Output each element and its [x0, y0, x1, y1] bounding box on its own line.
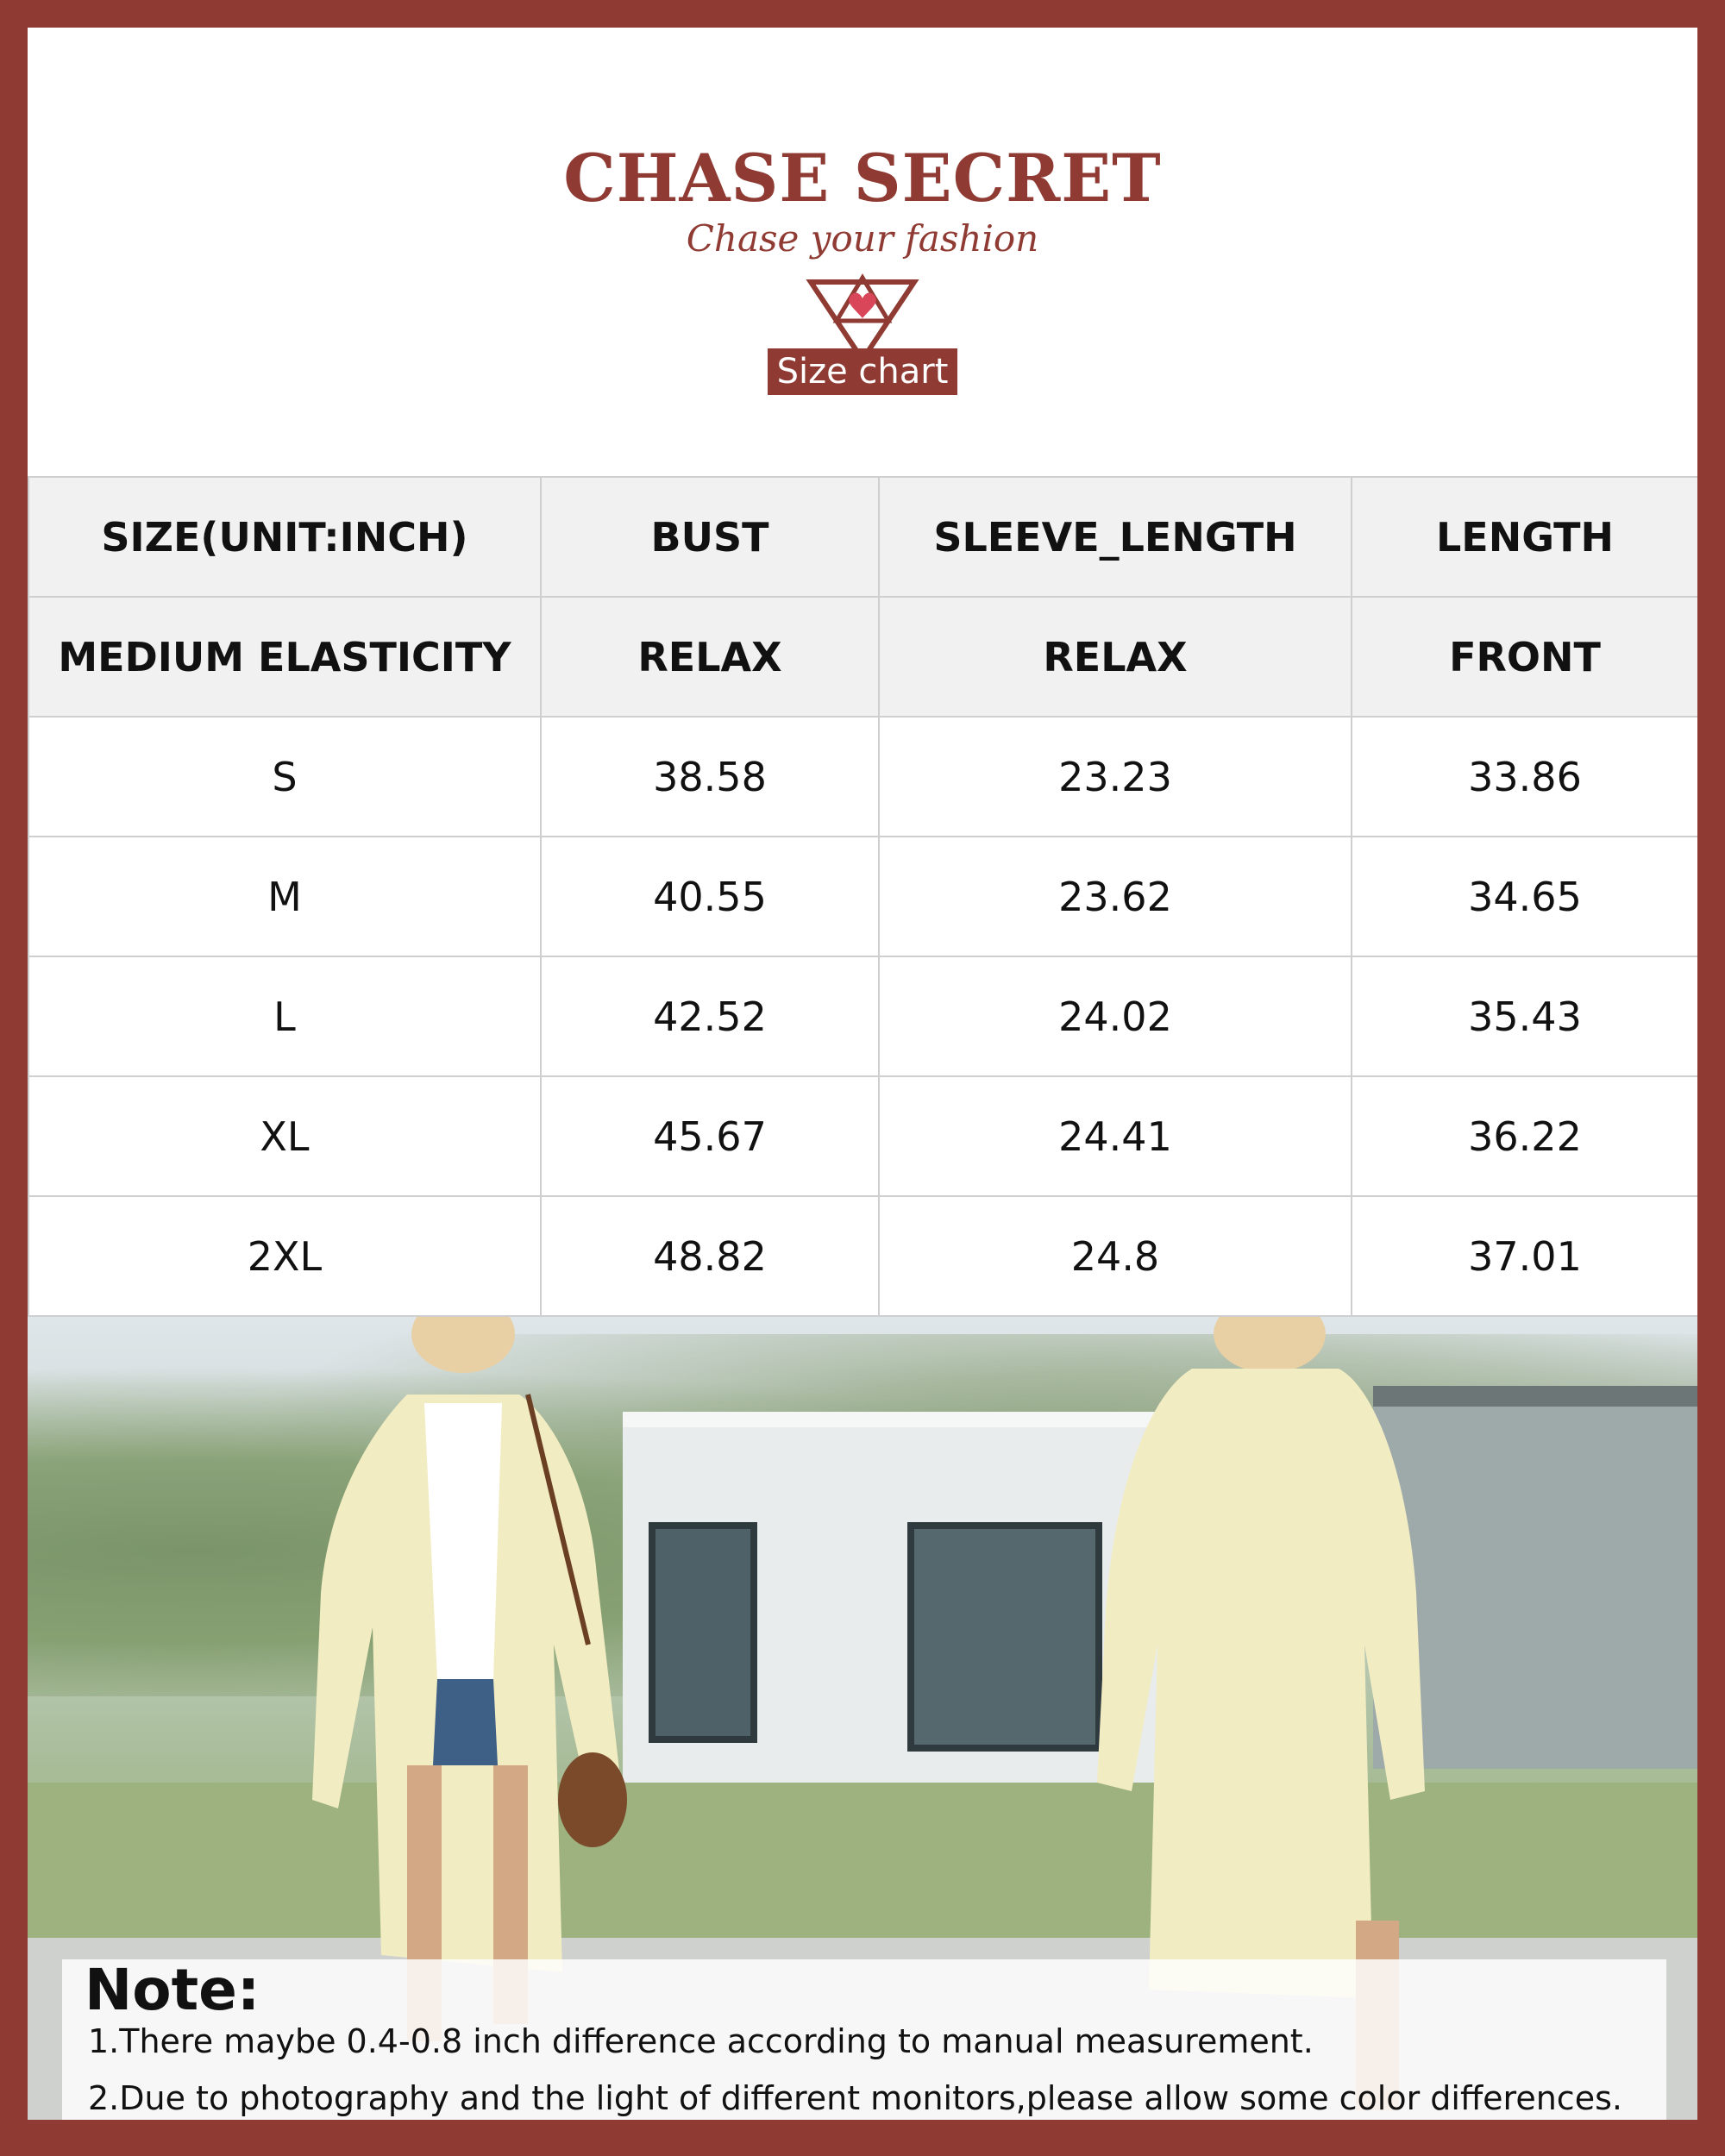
model-photo — [28, 1317, 1697, 2120]
table-row — [28, 1196, 1697, 1316]
length-cell: 33.86 — [1352, 717, 1697, 837]
subheader-cell: RELAX — [879, 597, 1352, 717]
table-row — [28, 956, 1697, 1076]
brand-tagline: Chase your fashion — [686, 217, 1039, 260]
subheader-cell: RELAX — [541, 597, 879, 717]
sleeve-length-cell: 24.8 — [879, 1196, 1352, 1316]
size-cell: S — [28, 717, 541, 837]
bust-cell: 48.82 — [541, 1196, 879, 1316]
header-cell: SIZE(UNIT:INCH) — [28, 477, 541, 597]
building-window — [649, 1522, 757, 1743]
bust-cell: 42.52 — [541, 956, 879, 1076]
header-cell: LENGTH — [1352, 477, 1697, 597]
size-chart-badge: Size chart — [768, 348, 957, 395]
length-cell: 35.43 — [1352, 956, 1697, 1076]
table-row — [28, 1076, 1697, 1196]
length-cell: 36.22 — [1352, 1076, 1697, 1196]
length-cell: 34.65 — [1352, 837, 1697, 956]
size-table — [28, 476, 1697, 1317]
bust-cell: 38.58 — [541, 717, 879, 837]
brand-header — [28, 28, 1697, 476]
note-line: 1.There maybe 0.4-0.8 inch difference according to manual measurement. — [88, 2022, 1314, 2060]
size-cell: L — [28, 956, 541, 1076]
subheader-row — [28, 597, 1697, 717]
length-cell: 37.01 — [1352, 1196, 1697, 1316]
table-row — [28, 717, 1697, 837]
bust-cell: 45.67 — [541, 1076, 879, 1196]
note-line: 2.Due to photography and the light of different monitors,please allow some color differences. — [88, 2079, 1622, 2117]
subheader-cell: FRONT — [1352, 597, 1697, 717]
header-cell: BUST — [541, 477, 879, 597]
sleeve-length-cell: 23.62 — [879, 837, 1352, 956]
sleeve-length-cell: 23.23 — [879, 717, 1352, 837]
note-title: Note: — [85, 1957, 260, 2023]
brand-name: CHASE SECRET — [563, 140, 1162, 216]
bust-cell: 40.55 — [541, 837, 879, 956]
size-cell: M — [28, 837, 541, 956]
content-panel — [28, 28, 1697, 2120]
header-cell: SLEEVE_LENGTH — [879, 477, 1352, 597]
sleeve-length-cell: 24.41 — [879, 1076, 1352, 1196]
table-row — [28, 837, 1697, 956]
size-cell: 2XL — [28, 1196, 541, 1316]
subheader-cell: MEDIUM ELASTICITY — [28, 597, 541, 717]
sleeve-length-cell: 24.02 — [879, 956, 1352, 1076]
size-cell: XL — [28, 1076, 541, 1196]
header-row — [28, 477, 1697, 597]
